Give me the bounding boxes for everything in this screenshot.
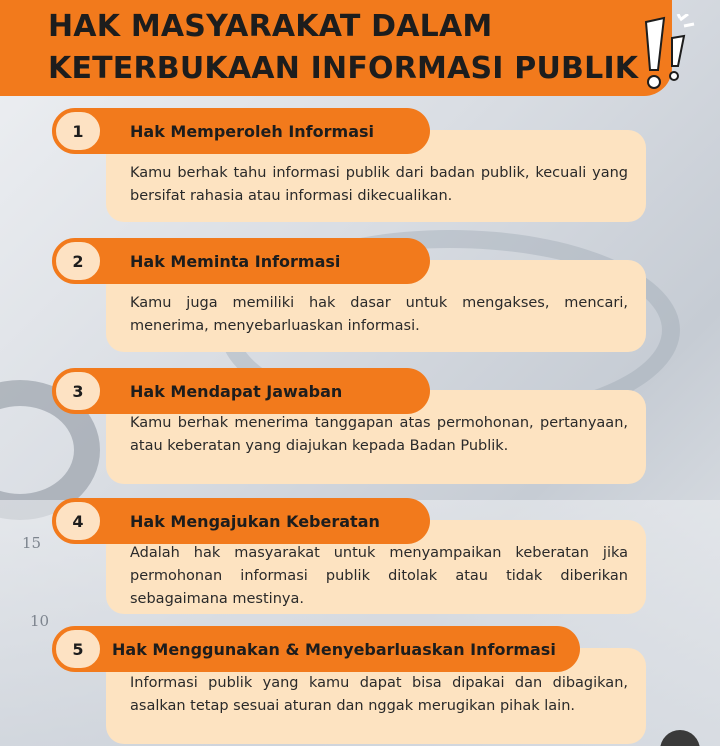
item-title: Hak Menggunakan & Menyebarluaskan Informasi xyxy=(78,626,580,672)
item-title: Hak Meminta Informasi xyxy=(78,238,430,284)
item-number-badge: 4 xyxy=(52,498,104,544)
item-number-badge: 1 xyxy=(52,108,104,154)
exclamation-icon xyxy=(636,14,696,94)
item-description: Kamu berhak menerima tanggapan atas permohonan, pertanyaan, atau keberatan yang diajukan kepada Badan Publik. xyxy=(106,390,646,484)
item-title: Hak Mendapat Jawaban xyxy=(78,368,430,414)
item-description: Informasi publik yang kamu dapat bisa dipakai dan dibagikan, asalkan tetap sesuai aturan dan nggak merugikan pihak lain. xyxy=(106,648,646,744)
page-title: HAK MASYARAKAT DALAM KETERBUKAAN INFORMASI PUBLIK xyxy=(48,9,639,86)
item-description: Adalah hak masyarakat untuk menyampaikan keberatan jika permohonan informasi publik ditolak atau tidak diberikan sebagaimana mestinya. xyxy=(106,520,646,614)
item-number-badge: 2 xyxy=(52,238,104,284)
item-title: Hak Memperoleh Informasi xyxy=(78,108,430,154)
item-number-badge: 5 xyxy=(52,626,104,672)
item-description: Kamu juga memiliki hak dasar untuk mengakses, mencari, menerima, menyebarluaskan informasi. xyxy=(106,260,646,352)
item-title: Hak Mengajukan Keberatan xyxy=(78,498,430,544)
item-number-badge: 3 xyxy=(52,368,104,414)
background-number: 10 xyxy=(30,612,50,630)
background-number: 15 xyxy=(22,534,42,552)
header-banner xyxy=(0,0,672,96)
item-description: Kamu berhak tahu informasi publik dari badan publik, kecuali yang bersifat rahasia atau informasi dikecualikan. xyxy=(106,130,646,222)
